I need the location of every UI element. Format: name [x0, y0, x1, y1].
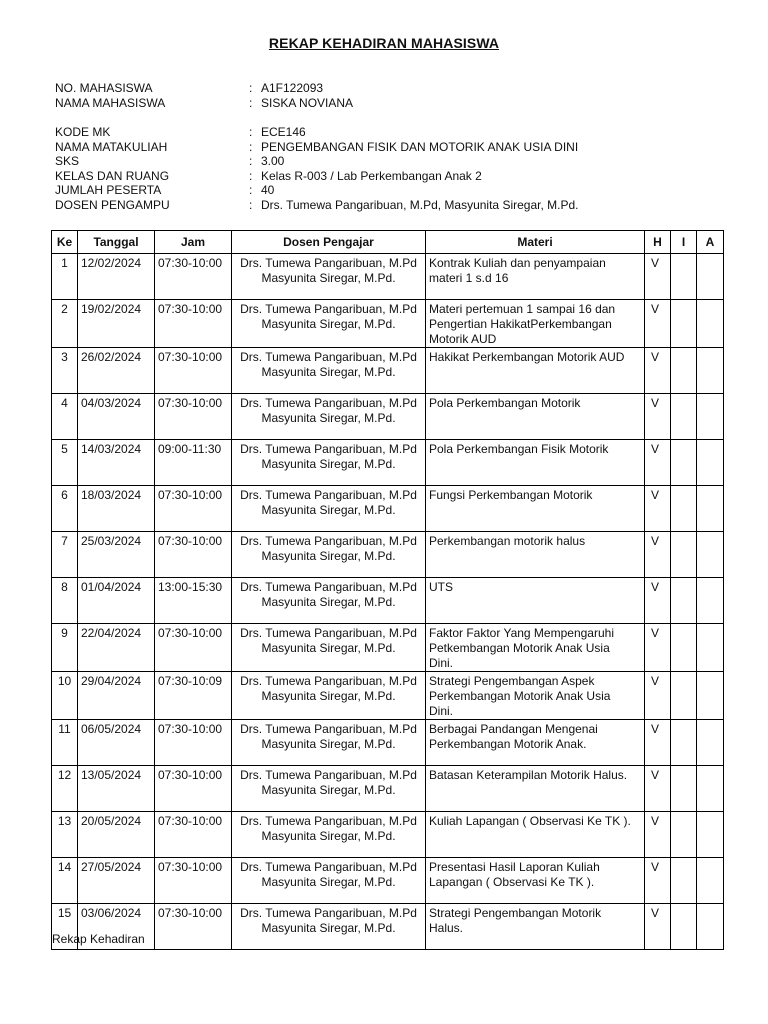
cell-i [671, 812, 697, 858]
course-info [55, 125, 578, 213]
cell-tanggal: 01/04/2024 [78, 578, 155, 624]
cell-tanggal: 03/06/2024 [78, 904, 155, 950]
materi-line: Dini. [429, 656, 454, 670]
table-row [52, 394, 724, 440]
table-row [52, 904, 724, 950]
cell-tanggal: 29/04/2024 [78, 672, 155, 720]
info-value: A1F122093 [261, 81, 324, 95]
info-separator: : [249, 154, 253, 169]
cell-h: V [645, 858, 671, 904]
cell-materi [426, 394, 645, 440]
table-row [52, 254, 724, 300]
dosen-line: Drs. Tumewa Pangaribuan, M.Pd [240, 534, 417, 548]
table-row [52, 672, 724, 720]
cell-a [697, 578, 724, 624]
header-ke: Ke [52, 231, 78, 254]
info-value: Kelas R-003 / Lab Perkembangan Anak 2 [261, 168, 482, 183]
cell-dosen [232, 766, 426, 812]
page-title: REKAP KEHADIRAN MAHASISWA [268, 35, 500, 51]
cell-i [671, 624, 697, 672]
cell-dosen [232, 486, 426, 532]
materi-line: UTS [429, 580, 453, 594]
cell-i [671, 348, 697, 394]
dosen-line: Drs. Tumewa Pangaribuan, M.Pd [240, 442, 417, 456]
table-row [52, 440, 724, 486]
dosen-line: Masyunita Siregar, M.Pd. [261, 829, 396, 843]
cell-i [671, 858, 697, 904]
cell-dosen [232, 904, 426, 950]
dosen-line: Masyunita Siregar, M.Pd. [261, 317, 396, 331]
info-separator: : [249, 183, 253, 198]
cell-i [671, 486, 697, 532]
cell-i [671, 720, 697, 766]
info-value: PENGEMBANGAN FISIK DAN MOTORIK ANAK USIA DINI [261, 139, 579, 154]
info-separator: : [249, 197, 253, 212]
materi-line: Kuliah Lapangan ( Observasi Ke TK ). [429, 814, 631, 828]
dosen-line: Masyunita Siregar, M.Pd. [261, 549, 396, 563]
cell-jam: 07:30-10:00 [155, 904, 232, 950]
cell-i [671, 394, 697, 440]
cell-ke: 1 [52, 254, 78, 300]
info-label: NO. MAHASISWA [55, 81, 153, 95]
cell-ke: 12 [52, 766, 78, 812]
cell-dosen [232, 440, 426, 486]
cell-a [697, 394, 724, 440]
cell-a [697, 720, 724, 766]
cell-ke: 4 [52, 394, 78, 440]
table-row [52, 532, 724, 578]
materi-line: Hakikat Perkembangan Motorik AUD [429, 350, 625, 364]
materi-line: Halus. [429, 921, 464, 935]
info-separator: : [249, 125, 253, 139]
table-row [52, 578, 724, 624]
cell-ke: 14 [52, 858, 78, 904]
materi-line: Lapangan ( Observasi Ke TK ). [429, 875, 595, 889]
cell-materi [426, 300, 645, 348]
materi-line: Motorik AUD [429, 332, 497, 346]
cell-h: V [645, 672, 671, 720]
cell-materi [426, 578, 645, 624]
materi-line: materi 1 s.d 16 [429, 271, 509, 285]
cell-jam: 07:30-10:00 [155, 394, 232, 440]
cell-a [697, 348, 724, 394]
cell-h: V [645, 904, 671, 950]
materi-line: Materi pertemuan 1 sampai 16 dan [429, 302, 616, 316]
dosen-line: Drs. Tumewa Pangaribuan, M.Pd [240, 256, 417, 270]
info-value: 3.00 [261, 154, 285, 169]
cell-dosen [232, 254, 426, 300]
cell-a [697, 486, 724, 532]
cell-ke: 3 [52, 348, 78, 394]
info-row-sks [55, 154, 578, 169]
footer-label: Rekap Kehadiran [52, 932, 145, 946]
cell-h: V [645, 720, 671, 766]
table-row [52, 486, 724, 532]
materi-line: Fungsi Perkembangan Motorik [429, 488, 593, 502]
cell-a [697, 300, 724, 348]
cell-i [671, 672, 697, 720]
dosen-line: Masyunita Siregar, M.Pd. [261, 411, 396, 425]
cell-ke: 2 [52, 300, 78, 348]
cell-i [671, 254, 697, 300]
cell-i [671, 766, 697, 812]
cell-ke: 15 [52, 904, 78, 950]
cell-a [697, 766, 724, 812]
dosen-line: Masyunita Siregar, M.Pd. [261, 365, 396, 379]
cell-dosen [232, 300, 426, 348]
cell-h: V [645, 440, 671, 486]
header-jam: Jam [155, 231, 232, 254]
cell-materi [426, 672, 645, 720]
table-row [52, 720, 724, 766]
cell-materi [426, 904, 645, 950]
cell-i [671, 532, 697, 578]
materi-line: Kontrak Kuliah dan penyampaian [429, 256, 606, 270]
cell-tanggal: 25/03/2024 [78, 532, 155, 578]
info-label: KELAS DAN RUANG [55, 168, 170, 183]
table-row [52, 300, 724, 348]
dosen-line: Drs. Tumewa Pangaribuan, M.Pd [240, 906, 417, 920]
table-row [52, 766, 724, 812]
dosen-line: Masyunita Siregar, M.Pd. [261, 875, 396, 889]
cell-tanggal: 20/05/2024 [78, 812, 155, 858]
cell-dosen [232, 578, 426, 624]
cell-i [671, 300, 697, 348]
info-row-nama-mahasiswa [55, 96, 353, 111]
cell-ke: 5 [52, 440, 78, 486]
dosen-line: Masyunita Siregar, M.Pd. [261, 921, 396, 935]
cell-a [697, 904, 724, 950]
dosen-line: Drs. Tumewa Pangaribuan, M.Pd [240, 488, 417, 502]
cell-materi [426, 858, 645, 904]
cell-jam: 07:30-10:00 [155, 348, 232, 394]
cell-h: V [645, 812, 671, 858]
table-header-row [52, 231, 724, 254]
info-value: 40 [261, 183, 275, 198]
info-separator: : [249, 168, 253, 183]
cell-dosen [232, 672, 426, 720]
info-value: Drs. Tumewa Pangaribuan, M.Pd, Masyunita Siregar, M.Pd. [261, 197, 579, 212]
dosen-line: Drs. Tumewa Pangaribuan, M.Pd [240, 396, 417, 410]
info-row-kode-mk [55, 125, 578, 140]
cell-h: V [645, 532, 671, 578]
table-row [52, 348, 724, 394]
info-label: SKS [55, 154, 80, 169]
cell-ke: 7 [52, 532, 78, 578]
cell-jam: 07:30-10:00 [155, 532, 232, 578]
dosen-line: Masyunita Siregar, M.Pd. [261, 641, 396, 655]
cell-h: V [645, 300, 671, 348]
info-row-kelas-ruang [55, 169, 578, 184]
cell-tanggal: 04/03/2024 [78, 394, 155, 440]
materi-line: Perkembangan motorik halus [429, 534, 586, 548]
cell-h: V [645, 624, 671, 672]
cell-h: V [645, 578, 671, 624]
cell-jam: 07:30-10:00 [155, 300, 232, 348]
dosen-line: Masyunita Siregar, M.Pd. [261, 271, 396, 285]
cell-jam: 07:30-10:00 [155, 486, 232, 532]
cell-jam: 07:30-10:09 [155, 672, 232, 720]
cell-jam: 07:30-10:00 [155, 812, 232, 858]
info-row-no-mahasiswa [55, 81, 353, 96]
dosen-line: Drs. Tumewa Pangaribuan, M.Pd [240, 722, 417, 736]
cell-materi [426, 348, 645, 394]
cell-jam: 07:30-10:00 [155, 624, 232, 672]
dosen-line: Masyunita Siregar, M.Pd. [261, 689, 396, 703]
table-body [52, 254, 724, 950]
student-info [55, 81, 353, 110]
cell-materi [426, 532, 645, 578]
info-label: DOSEN PENGAMPU [55, 197, 170, 212]
cell-jam: 07:30-10:00 [155, 720, 232, 766]
materi-line: Perkembangan Motorik Anak. [429, 737, 587, 751]
header-h: H [645, 231, 671, 254]
cell-h: V [645, 766, 671, 812]
cell-jam: 07:30-10:00 [155, 766, 232, 812]
materi-line: Dini. [429, 704, 454, 718]
cell-materi [426, 720, 645, 766]
header-a: A [697, 231, 724, 254]
cell-tanggal: 19/02/2024 [78, 300, 155, 348]
dosen-line: Masyunita Siregar, M.Pd. [261, 503, 396, 517]
dosen-line: Drs. Tumewa Pangaribuan, M.Pd [240, 768, 417, 782]
cell-dosen [232, 720, 426, 766]
dosen-line: Masyunita Siregar, M.Pd. [261, 595, 396, 609]
cell-ke: 10 [52, 672, 78, 720]
materi-line: Strategi Pengembangan Aspek [429, 674, 595, 688]
cell-tanggal: 27/05/2024 [78, 858, 155, 904]
cell-tanggal: 14/03/2024 [78, 440, 155, 486]
info-label: NAMA MATAKULIAH [55, 139, 168, 154]
cell-materi [426, 440, 645, 486]
cell-a [697, 532, 724, 578]
info-label: NAMA MAHASISWA [55, 95, 166, 110]
table-row [52, 858, 724, 904]
cell-tanggal: 18/03/2024 [78, 486, 155, 532]
dosen-line: Masyunita Siregar, M.Pd. [261, 783, 396, 797]
header-tanggal: Tanggal [78, 231, 155, 254]
cell-jam: 09:00-11:30 [155, 440, 232, 486]
cell-ke: 13 [52, 812, 78, 858]
cell-dosen [232, 532, 426, 578]
dosen-line: Drs. Tumewa Pangaribuan, M.Pd [240, 350, 417, 364]
materi-line: Faktor Faktor Yang Mempengaruhi [429, 626, 614, 640]
materi-line: Pola Perkembangan Motorik [429, 396, 581, 410]
dosen-line: Drs. Tumewa Pangaribuan, M.Pd [240, 860, 417, 874]
cell-dosen [232, 858, 426, 904]
header-i: I [671, 231, 697, 254]
materi-line: Petkembangan Motorik Anak Usia [429, 641, 610, 655]
materi-line: Pengertian HakikatPerkembangan [429, 317, 612, 331]
cell-dosen [232, 812, 426, 858]
cell-h: V [645, 394, 671, 440]
dosen-line: Masyunita Siregar, M.Pd. [261, 737, 396, 751]
materi-line: Pola Perkembangan Fisik Motorik [429, 442, 609, 456]
info-row-jumlah-peserta [55, 183, 578, 198]
cell-dosen [232, 348, 426, 394]
info-row-nama-matakuliah [55, 140, 578, 155]
cell-tanggal: 26/02/2024 [78, 348, 155, 394]
dosen-line: Drs. Tumewa Pangaribuan, M.Pd [240, 814, 417, 828]
cell-h: V [645, 254, 671, 300]
info-value: SISKA NOVIANA [261, 95, 354, 110]
dosen-line: Drs. Tumewa Pangaribuan, M.Pd [240, 674, 417, 688]
materi-line: Batasan Keterampilan Motorik Halus. [429, 768, 628, 782]
materi-line: Perkembangan Motorik Anak Usia [429, 689, 611, 703]
info-row-dosen-pengampu [55, 198, 578, 213]
cell-h: V [645, 486, 671, 532]
table-row [52, 624, 724, 672]
cell-dosen [232, 624, 426, 672]
cell-i [671, 440, 697, 486]
cell-materi [426, 254, 645, 300]
cell-dosen [232, 394, 426, 440]
cell-tanggal: 13/05/2024 [78, 766, 155, 812]
cell-a [697, 858, 724, 904]
cell-a [697, 812, 724, 858]
cell-ke: 6 [52, 486, 78, 532]
cell-jam: 07:30-10:00 [155, 254, 232, 300]
cell-a [697, 440, 724, 486]
materi-line: Strategi Pengembangan Motorik [429, 906, 602, 920]
info-value: ECE146 [261, 125, 306, 139]
dosen-line: Drs. Tumewa Pangaribuan, M.Pd [240, 580, 417, 594]
cell-materi [426, 812, 645, 858]
cell-h: V [645, 348, 671, 394]
cell-tanggal: 06/05/2024 [78, 720, 155, 766]
info-separator: : [249, 139, 253, 154]
cell-ke: 8 [52, 578, 78, 624]
header-materi: Materi [426, 231, 645, 254]
table-row [52, 812, 724, 858]
cell-tanggal: 22/04/2024 [78, 624, 155, 672]
info-separator: : [249, 81, 253, 95]
cell-i [671, 578, 697, 624]
cell-ke: 11 [52, 720, 78, 766]
cell-a [697, 254, 724, 300]
info-separator: : [249, 95, 253, 110]
cell-i [671, 904, 697, 950]
header-dosen: Dosen Pengajar [232, 231, 426, 254]
cell-jam: 13:00-15:30 [155, 578, 232, 624]
dosen-line: Masyunita Siregar, M.Pd. [261, 457, 396, 471]
cell-a [697, 672, 724, 720]
cell-tanggal: 12/02/2024 [78, 254, 155, 300]
info-label: JUMLAH PESERTA [55, 183, 162, 198]
materi-line: Berbagai Pandangan Mengenai [429, 722, 598, 736]
cell-jam: 07:30-10:00 [155, 858, 232, 904]
materi-line: Presentasi Hasil Laporan Kuliah [429, 860, 600, 874]
cell-materi [426, 624, 645, 672]
attendance-table [51, 230, 724, 950]
cell-a [697, 624, 724, 672]
cell-materi [426, 766, 645, 812]
cell-ke: 9 [52, 624, 78, 672]
cell-materi [426, 486, 645, 532]
dosen-line: Drs. Tumewa Pangaribuan, M.Pd [240, 626, 417, 640]
info-label: KODE MK [55, 125, 111, 139]
dosen-line: Drs. Tumewa Pangaribuan, M.Pd [240, 302, 417, 316]
